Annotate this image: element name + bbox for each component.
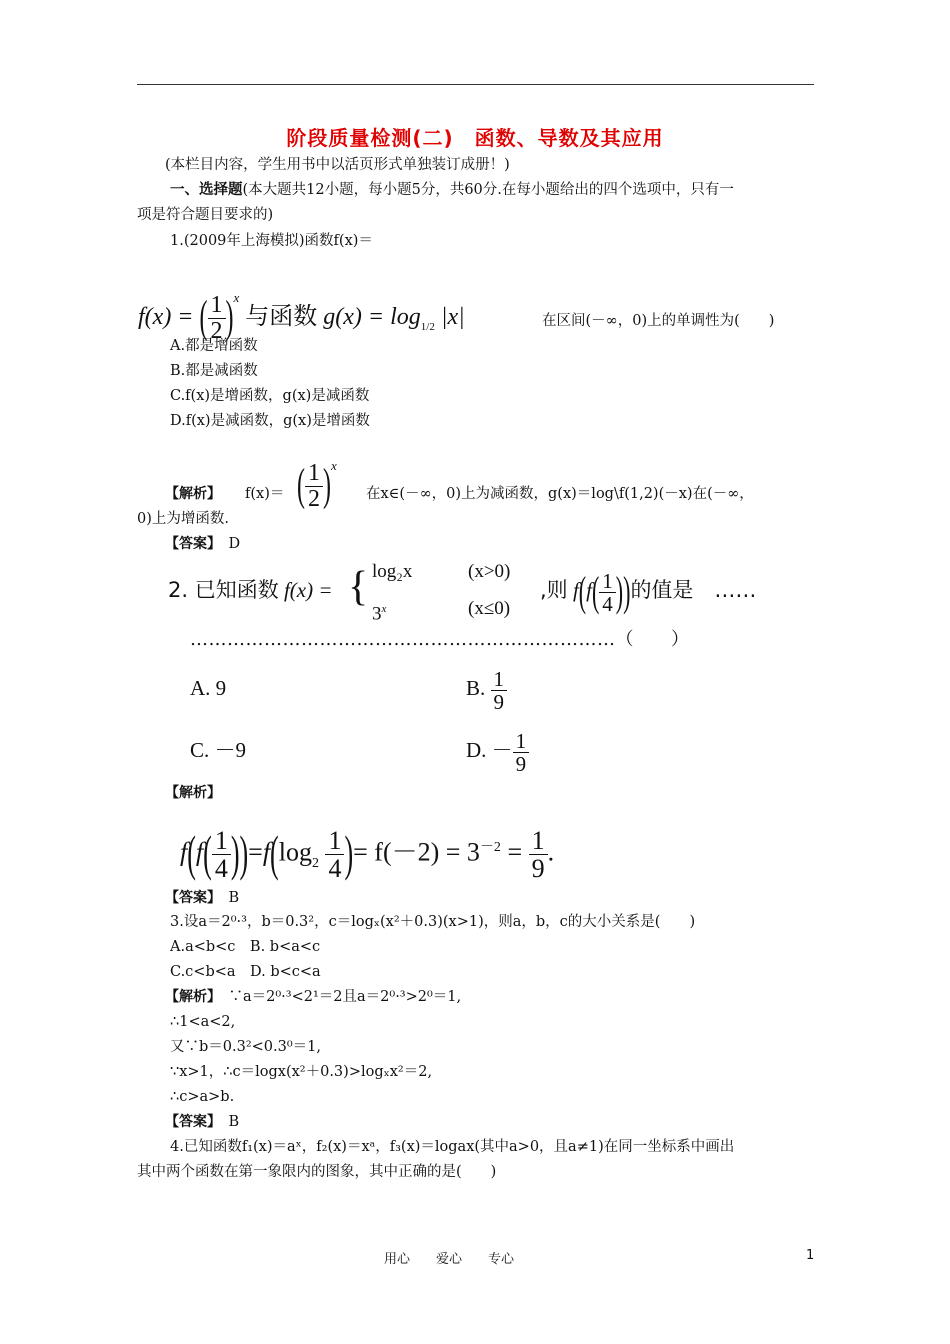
q3-options-ab: A.a<b<c B. b<a<c [170, 939, 321, 955]
q2-solution: f(f( $\frac{1}{4}$ ))$=f(\log_2$ $\frac{1}{4}$ )= $f(-2) = 3^{-2}$ = $\frac{1}{9}$ . [180, 825, 555, 884]
q2-case1: log₂x [372, 561, 413, 582]
q1-stem: 1.(2009年上海模拟)函数f(x)＝ [170, 233, 373, 249]
q2-stem-mid: ,则 f(f( $\frac{1}{4}$ ))的值是 …… [540, 567, 757, 616]
q2-option-b: B. $\frac{1}{9}$ [466, 663, 507, 713]
q2-analysis-label: 【解析】 [165, 785, 221, 801]
q1-analysis-line2: 0)上为增函数. [137, 511, 229, 527]
q1-analysis-label: 【解析】 [165, 486, 221, 502]
q3-analysis-line1: 【解析】 ∵a＝2⁰·³<2¹＝2且a＝2⁰·³>2⁰＝1, [165, 989, 462, 1005]
q1-analysis-fraction: $\frac{1}{2}$ [305, 461, 323, 512]
q3-analysis-line3: 又∵b＝0.3²<0.3⁰＝1, [170, 1039, 322, 1055]
q2-cond2: (x≤0) [468, 598, 511, 619]
header-rule [137, 84, 814, 85]
q2-dots: ……………………………………………………………（ ） [190, 629, 690, 650]
section-line1: 一、选择题(本大题共12小题，每小题5分，共60分.在每小题给出的四个选项中，只有一 [170, 181, 734, 198]
q3-stem: 3.设a＝2⁰·³，b＝0.3²，c＝logₓ(x²＋0.3)(x>1)，则a，b，c的大小关系是( ) [170, 914, 696, 930]
q2-option-d: D. － $\frac{1}{9}$ [466, 725, 529, 775]
q1-option-d: D.f(x)是减函数，g(x)是增函数 [170, 413, 370, 429]
q1-option-a: A.都是增函数 [170, 338, 258, 354]
q1-analysis-text: 在x∈(－∞，0)上为减函数，g(x)＝log\f(1,2)(－x)在(－∞， [366, 486, 754, 502]
q3-analysis-line5: ∴c>a>b. [170, 1089, 235, 1105]
q2-cond1: (x>0) [468, 561, 511, 582]
q1-formula: f(x) = ( $\frac{1}{2}$ )$^x$ 与函数 $g(x) = \log_{1/2} |x|$ [138, 272, 465, 332]
page-number: 1 [806, 1248, 815, 1263]
q1-half-fraction: $\frac{1}{2}$ [208, 293, 226, 344]
q3-analysis-line2: ∴1<a<2, [170, 1014, 236, 1030]
q1-analysis-formula: ( $\frac{1}{2}$ )$^x$ [297, 458, 337, 512]
note: (本栏目内容，学生用书中以活页形式单独装订成册！) [165, 157, 510, 173]
q3-options-cd: C.c<b<a D. b<c<a [170, 964, 321, 980]
q3-analysis-line4: ∵x>1，∴c＝logx(x²＋0.3)>logₓx²＝2, [170, 1064, 433, 1080]
section-line2: 项是符合题目要求的) [137, 207, 274, 223]
q1-option-c: C.f(x)是增函数，g(x)是减函数 [170, 388, 370, 404]
q2-option-c: C. －9 [190, 738, 247, 762]
q2-brace: { [348, 564, 369, 610]
q2-stem: 2. 已知函数 f(x) = [168, 578, 333, 602]
q1-answer: 【答案】 D [165, 536, 241, 552]
q2-option-a: A. 9 [190, 676, 227, 700]
q1-option-b: B.都是减函数 [170, 363, 258, 379]
q2-answer: 【答案】 B [165, 890, 240, 906]
q2-case2: 3$^x$ [372, 603, 387, 625]
q1-paren-left: ( [199, 293, 208, 344]
q3-answer: 【答案】 B [165, 1114, 240, 1130]
q2-quarter-fraction: $\frac{1}{4}$ [599, 570, 616, 615]
section-heading: 一、选择题 [170, 181, 243, 198]
q1-paren-right: ) [225, 293, 234, 344]
footer-motto: 用心 爱心 专心 [384, 1252, 515, 1267]
q4-line1: 4.已知函数f₁(x)＝aˣ，f₂(x)＝xᵃ，f₃(x)＝logax(其中a>0，且a≠1)在同一坐标系中画出 [170, 1139, 735, 1155]
q1-analysis-pre: f(x)＝ [245, 486, 285, 502]
page-title: 阶段质量检测(二) 函数、导数及其应用 [286, 126, 664, 150]
q4-line2: 其中两个函数在第一象限内的图象，其中正确的是( ) [137, 1164, 497, 1180]
q1-tail: 在区间(－∞，0)上的单调性为( ) [542, 313, 775, 329]
